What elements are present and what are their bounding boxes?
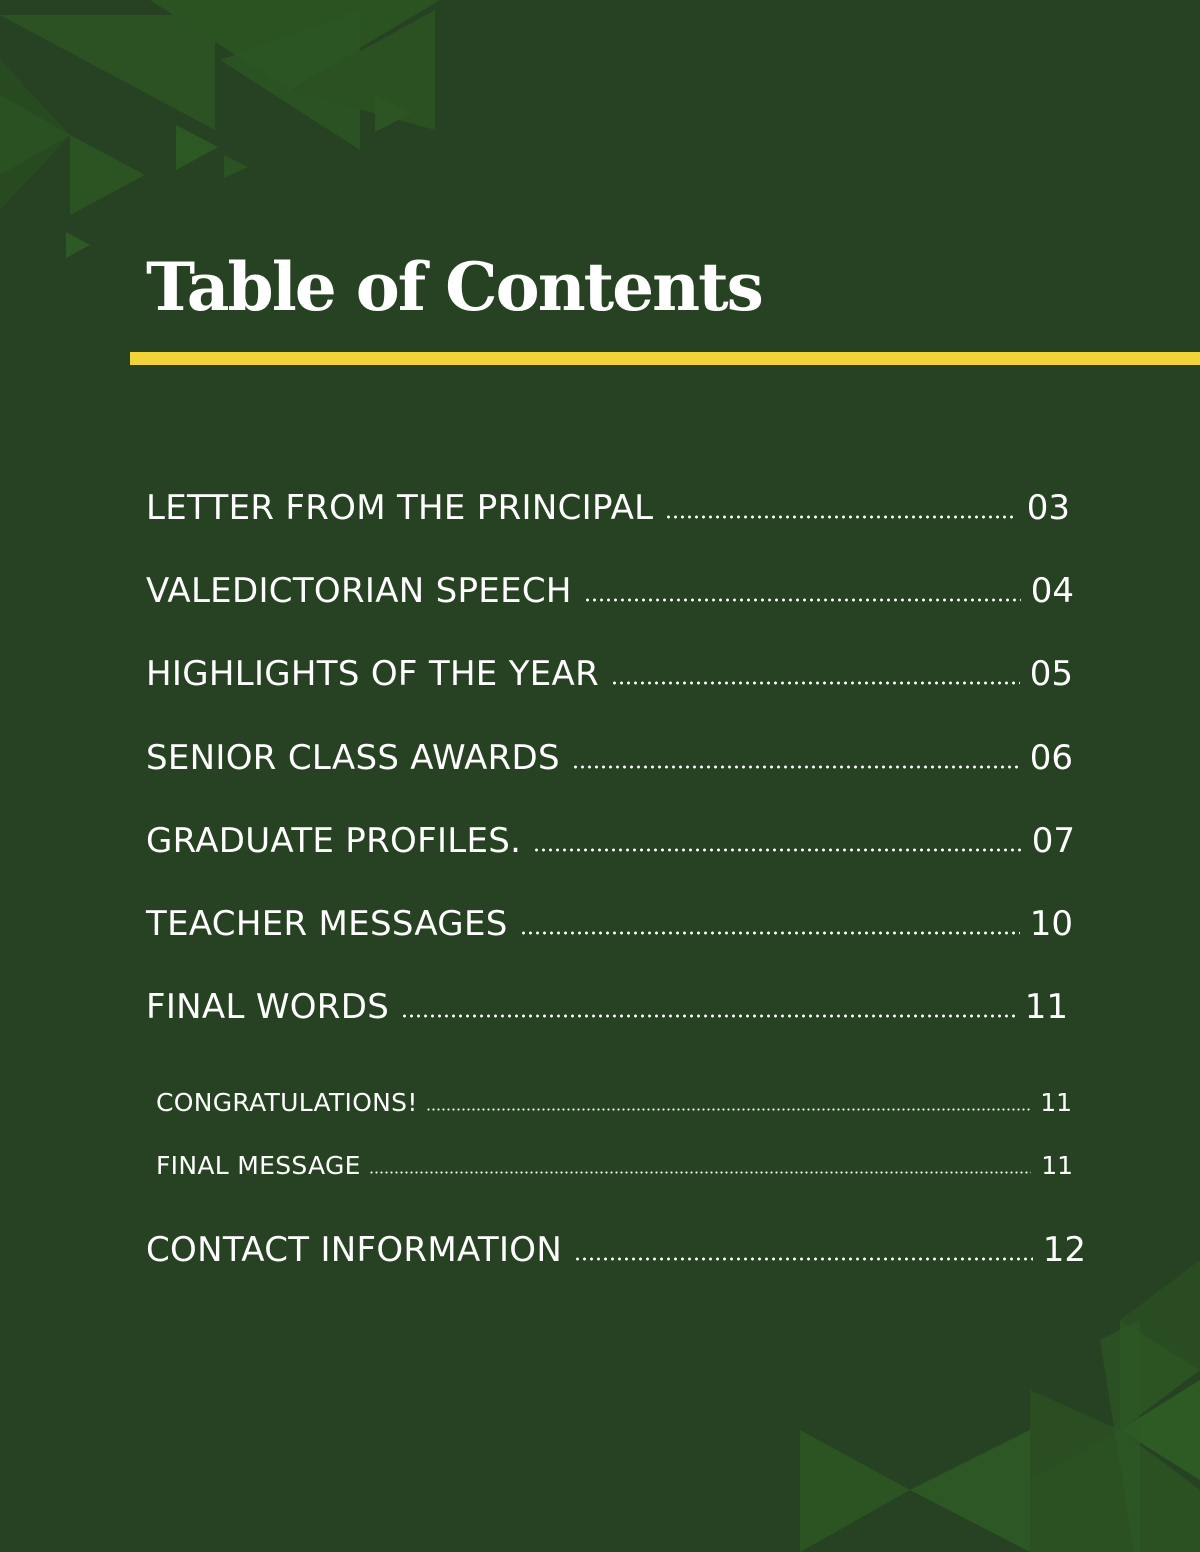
toc-label: CONGRATULATIONS! (156, 1088, 418, 1117)
dot-leader (572, 765, 1020, 769)
toc-label: GRADUATE PROFILES. (146, 821, 522, 861)
toc-label: FINAL MESSAGE (156, 1151, 361, 1180)
toc-label: LETTER FROM THE PRINCIPAL (146, 488, 654, 528)
toc-label: TEACHER MESSAGES (146, 904, 508, 944)
toc-label: FINAL WORDS (146, 987, 390, 1027)
toc-page-number: 11 (1040, 1088, 1072, 1117)
dot-leader (533, 848, 1021, 852)
dot-leader (665, 515, 1016, 519)
toc-entry[interactable] (146, 654, 1073, 694)
page-title: Table of Contents (146, 248, 762, 326)
toc-entry[interactable] (146, 1230, 1086, 1270)
toc-page-number: 11 (1024, 987, 1068, 1027)
title-underline (130, 352, 1200, 365)
toc-page-number: 05 (1029, 654, 1073, 694)
toc-label: VALEDICTORIAN SPEECH (146, 571, 572, 611)
toc-page-number: 07 (1031, 821, 1075, 861)
toc-entry[interactable] (146, 821, 1075, 861)
toc-page-number: 10 (1029, 904, 1073, 944)
toc-page-number: 03 (1026, 488, 1070, 528)
dot-leader (426, 1108, 1031, 1111)
toc-label: CONTACT INFORMATION (146, 1230, 563, 1270)
toc-label: HIGHLIGHTS OF THE YEAR (146, 654, 600, 694)
toc-page-number: 11 (1041, 1151, 1073, 1180)
toc-entry[interactable] (146, 738, 1073, 778)
dot-leader (520, 931, 1020, 935)
dot-leader (369, 1171, 1031, 1174)
triangle-pattern-bottom-right (760, 1260, 1200, 1552)
toc-subentry[interactable] (156, 1151, 1073, 1180)
toc-entry[interactable] (146, 987, 1068, 1027)
dot-leader (401, 1014, 1015, 1018)
toc-page-number: 04 (1030, 571, 1074, 611)
toc-page-number: 06 (1029, 738, 1073, 778)
dot-leader (611, 681, 1020, 685)
dot-leader (574, 1257, 1033, 1261)
toc-subentry[interactable] (156, 1088, 1072, 1117)
dot-leader (584, 598, 1021, 602)
toc-entry[interactable] (146, 904, 1073, 944)
toc-page-number: 12 (1042, 1230, 1086, 1270)
toc-entry[interactable] (146, 488, 1070, 528)
toc-label: SENIOR CLASS AWARDS (146, 738, 560, 778)
toc-entry[interactable] (146, 571, 1074, 611)
